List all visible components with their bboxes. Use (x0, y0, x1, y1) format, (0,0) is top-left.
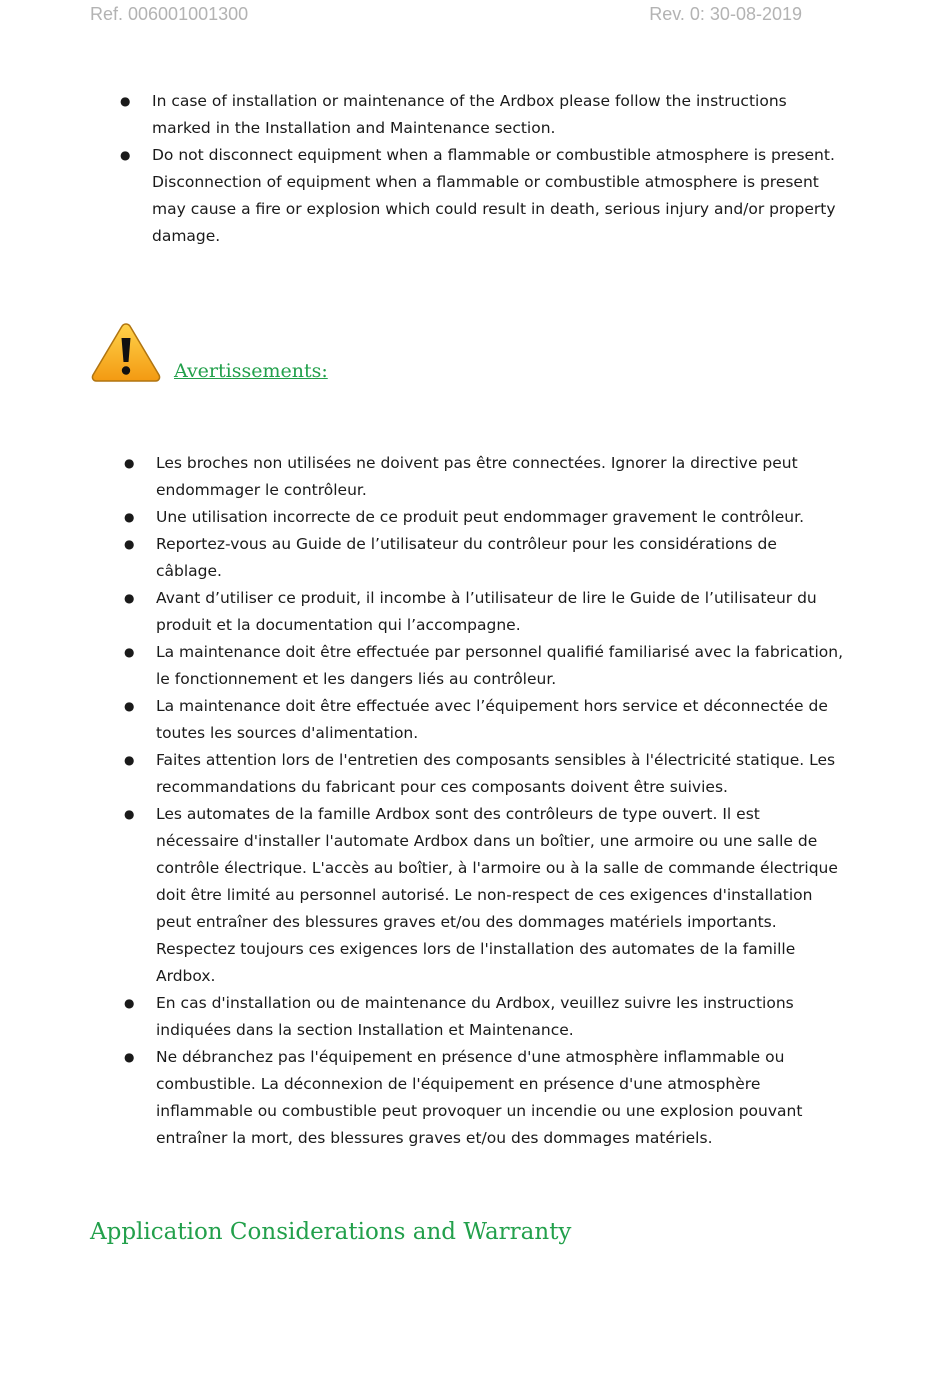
list-item (124, 531, 846, 585)
list-item-text: Reportez-vous au Guide de l’utilisateur du contrôleur pour les considérations de câblage. (156, 535, 777, 580)
list-item (124, 747, 846, 801)
list-item (124, 801, 846, 990)
bullet-icon: ● (124, 645, 135, 659)
bullet-icon: ● (124, 807, 135, 821)
list-item (120, 142, 842, 250)
list-item-text: Faites attention lors de l'entretien des composants sensibles à l'électricité statique. Les recommandations du fabricant pour ces composants doivent être suivies. (156, 751, 836, 796)
list-item-text: La maintenance doit être effectuée avec l’équipement hors service et déconnectée de toutes les sources d'alimentation. (156, 697, 828, 742)
reference-number: Ref. 006001001300 (90, 4, 249, 24)
bullet-icon: ● (124, 699, 135, 713)
list-item-text: En cas d'installation ou de maintenance du Ardbox, veuillez suivre les instructions indiquées dans la section Installation et Maintenance. (156, 994, 794, 1039)
page-header (90, 4, 802, 28)
warnings-heading: Avertissements: (174, 360, 328, 382)
list-item-text: Avant d’utiliser ce produit, il incombe à l’utilisateur de lire le Guide de l’utilisateur du produit et la documentation qui l’accompagne. (156, 589, 817, 634)
warning-triangle-icon (90, 321, 162, 383)
list-item (124, 693, 846, 747)
bullet-icon: ● (124, 510, 135, 524)
bullet-icon: ● (124, 591, 135, 605)
section-heading: Application Considerations and Warranty (90, 1219, 572, 1245)
list-item (124, 585, 846, 639)
list-item (124, 990, 846, 1044)
bullet-icon: ● (124, 537, 135, 551)
list-item (124, 504, 846, 531)
bullet-icon: ● (124, 753, 135, 767)
bullet-icon: ● (124, 1050, 135, 1064)
list-item-text: Les automates de la famille Ardbox sont des contrôleurs de type ouvert. Il est nécessaire d'installer l'automate Ardbox dans un boîtier, une armoire ou une salle de contrôle électrique. L'accès au boîtier, à l'armoire ou à la salle de commande électrique doit être limité au personnel autorisé. Le non-respect de ces exigences d'installation peut entraîner des blessures graves et/ou des dommages matériels importants. Respectez toujours ces exigences lors de l'installation des automates de la famille Ardbox. (156, 805, 838, 985)
english-warnings-list (120, 88, 842, 250)
list-item-text: Ne débranchez pas l'équipement en présence d'une atmosphère inflammable ou combustible. La déconnexion de l'équipement en présence d'une atmosphère inflammable ou combustible peut provoquer un incendie ou une explosion pouvant entraîner la mort, des blessures graves et/ou des dommages matériels. (156, 1048, 803, 1147)
list-item-text: La maintenance doit être effectuée par personnel qualifié familiarisé avec la fabrication, le fonctionnement et les dangers liés au contrôleur. (156, 643, 843, 688)
list-item-text: In case of installation or maintenance of the Ardbox please follow the instructions marked in the Installation and Maintenance section. (152, 92, 787, 137)
bullet-icon: ● (124, 456, 135, 470)
list-item-text: Do not disconnect equipment when a flammable or combustible atmosphere is present. Disconnection of equipment when a flammable or combustible atmosphere is present may cause a fire or explosion which could result in death, serious injury and/or property damage. (152, 146, 836, 245)
list-item-text: Les broches non utilisées ne doivent pas être connectées. Ignorer la directive peut endommager le contrôleur. (156, 454, 798, 499)
list-item (120, 88, 842, 142)
bullet-icon: ● (124, 996, 135, 1010)
list-item (124, 639, 846, 693)
list-item (124, 1044, 846, 1152)
bullet-icon: ● (120, 148, 131, 162)
list-item-text: Une utilisation incorrecte de ce produit peut endommager gravement le contrôleur. (156, 508, 804, 526)
bullet-icon: ● (120, 94, 131, 108)
revision-date: Rev. 0: 30-08-2019 (649, 4, 802, 24)
list-item (124, 450, 846, 504)
french-warnings-list (124, 450, 846, 1152)
